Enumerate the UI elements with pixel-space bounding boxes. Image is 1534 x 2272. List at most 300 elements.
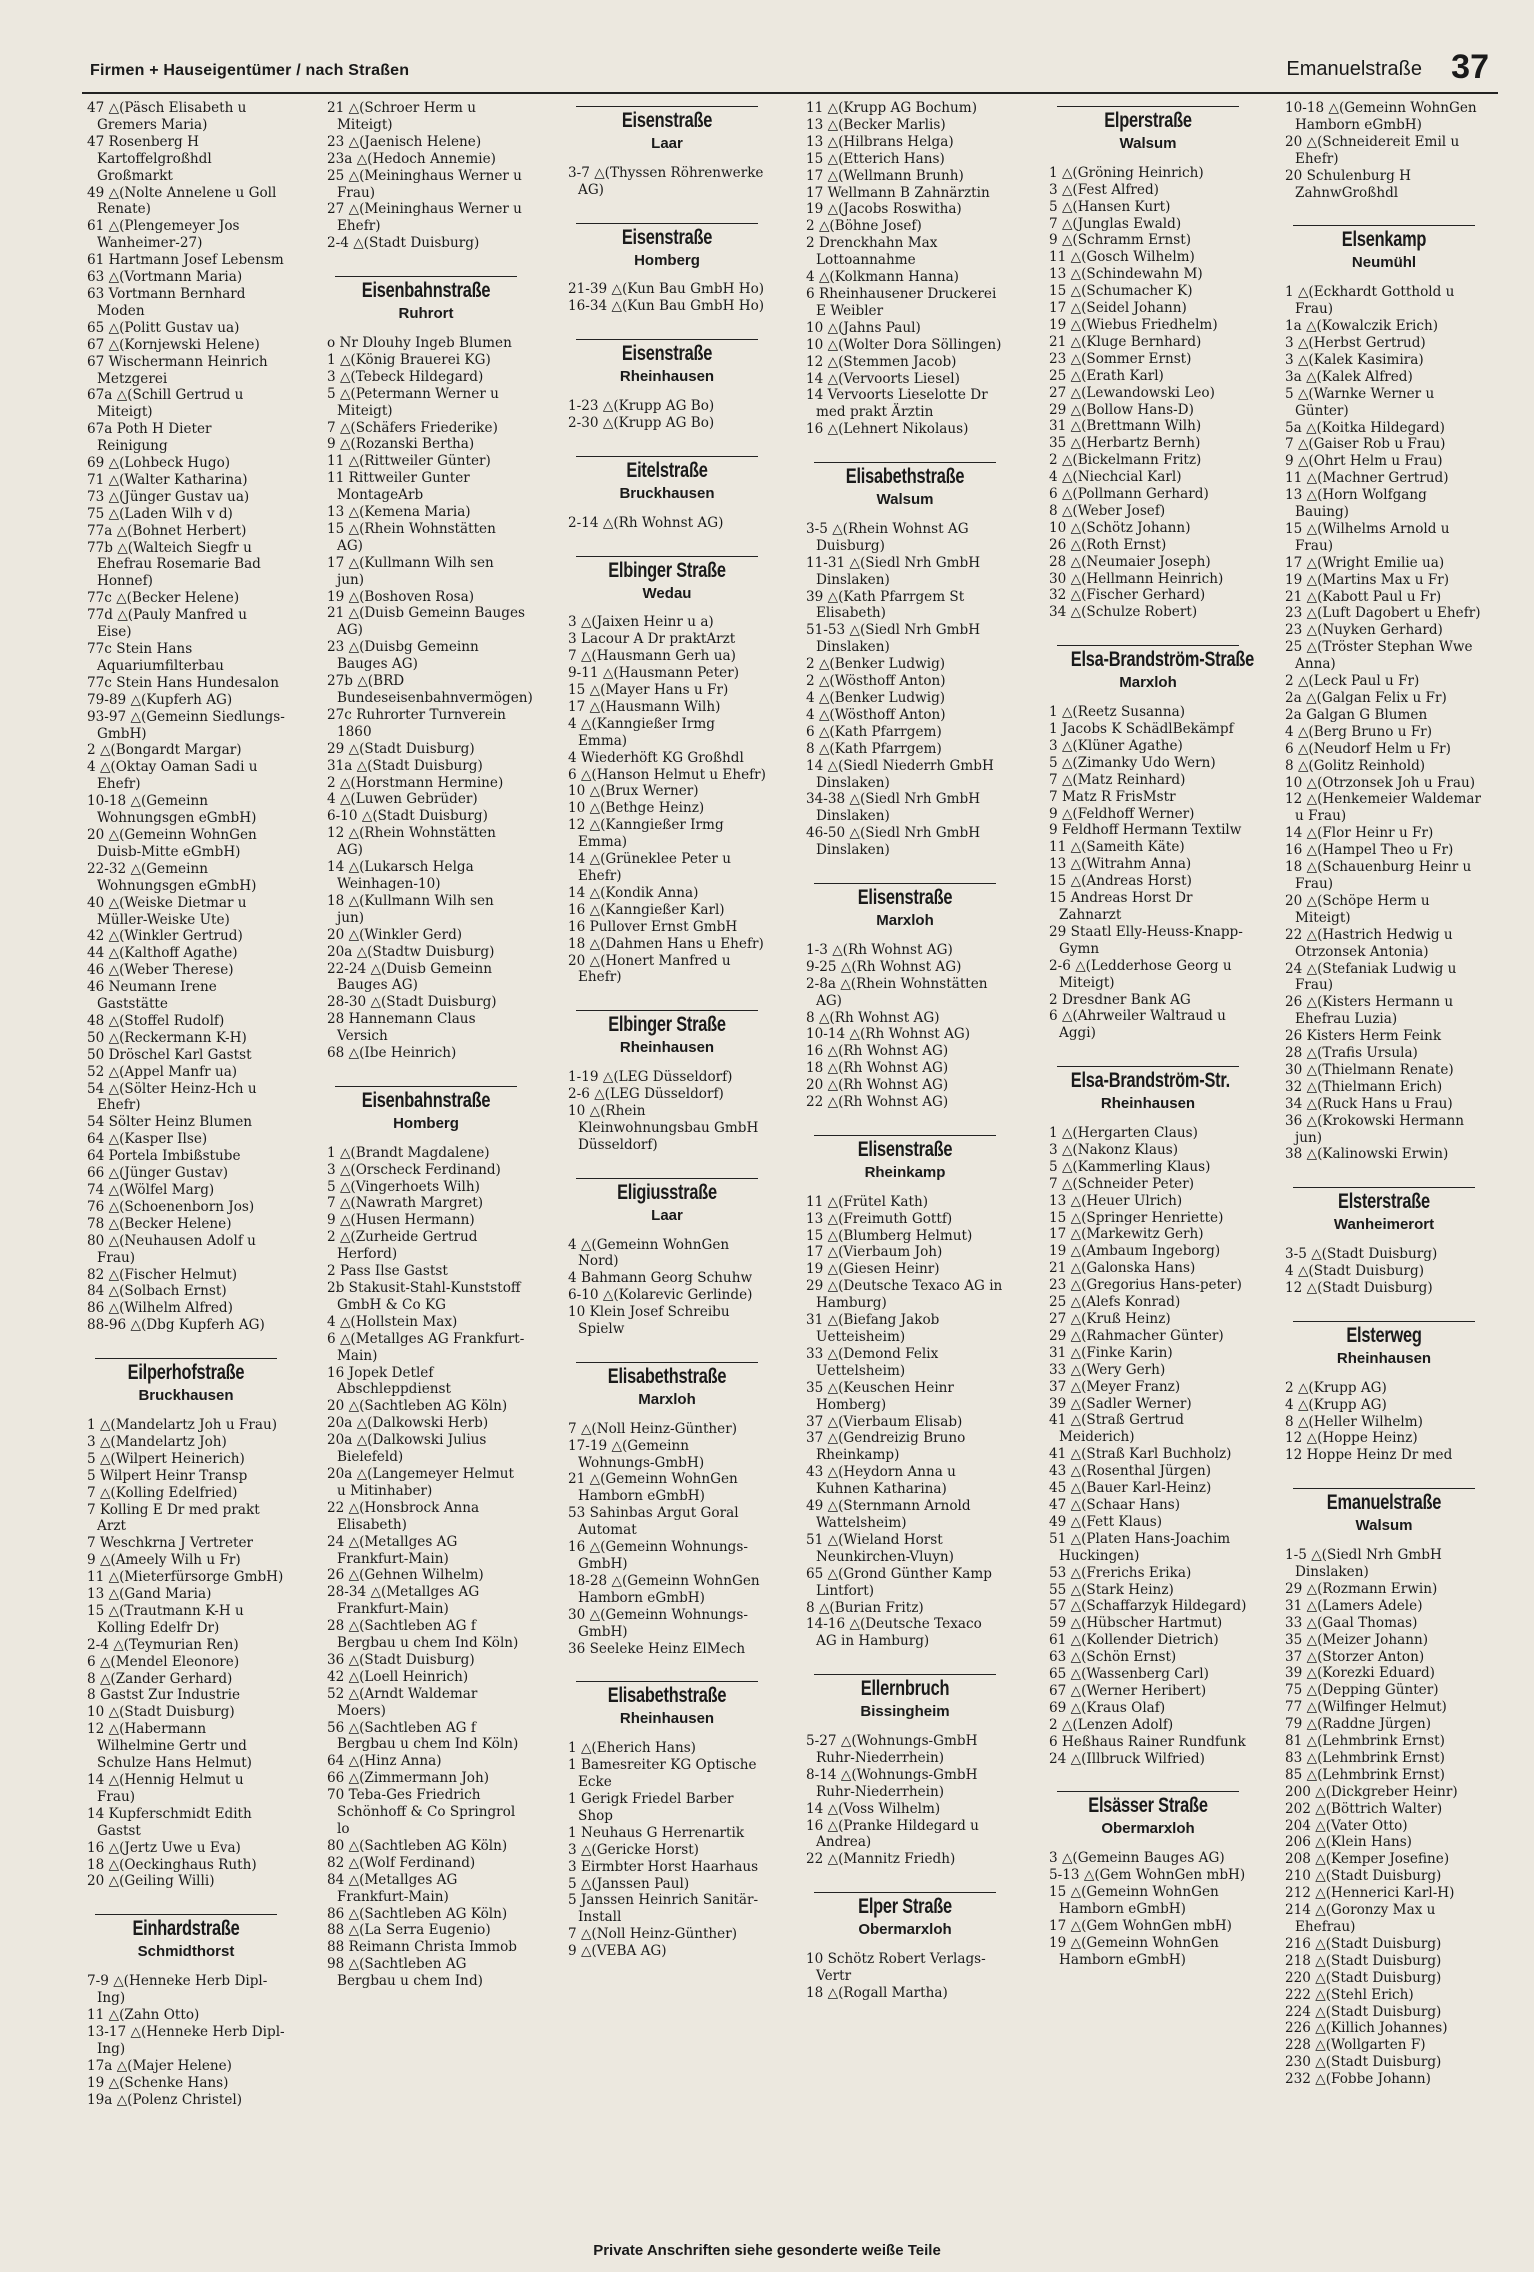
directory-entry: 34 △(Ruck Hans u Frau): [1285, 1095, 1453, 1112]
street-heading: Elisenstraße: [857, 886, 953, 910]
directory-entry: 63 △(Vortmann Maria): [87, 269, 243, 286]
directory-entry: 21-39 △(Kun Bau GmbH Ho): [568, 281, 765, 298]
directory-entry: 78 △(Becker Helene): [87, 1215, 232, 1232]
street-heading: Eligiusstraße: [617, 1180, 717, 1204]
directory-entry: 2 △(Lenzen Adolf): [1049, 1716, 1174, 1733]
directory-entry: 27 △(Kruß Heinz): [1049, 1311, 1171, 1327]
street-section: [568, 223, 766, 270]
directory-entry: 14 △(Siedl Niederrh GmbH Dinslaken): [806, 757, 994, 791]
street-heading: Emanuelstraße: [1326, 1491, 1442, 1515]
section-rule: [1057, 1066, 1239, 1067]
street-section: [806, 1674, 1004, 1721]
directory-entry: 98 △(Sachtleben AG Bergbau u chem Ind): [327, 1956, 483, 1990]
directory-entry: 3 △(Klüner Agathe): [1049, 737, 1183, 754]
directory-entry: 22 △(Hastrich Hedwig u Otrzonsek Antonia): [1285, 926, 1453, 960]
directory-entry: 15 Andreas Horst Dr Zahnarzt: [1049, 890, 1193, 923]
directory-entry: 1 △(Reetz Susanna): [1049, 704, 1186, 721]
directory-entry: 13 △(Witrahm Anna): [1049, 856, 1192, 873]
district-heading: Marxloh: [876, 911, 934, 929]
directory-entry: 3 △(Orscheck Ferdinand): [327, 1161, 501, 1178]
street-section: [568, 1681, 766, 1728]
section-rule: [1057, 1791, 1239, 1792]
district-heading: Schmidthorst: [137, 1943, 235, 1961]
directory-entry: 56 △(Sachtleben AG f Bergbau u chem Ind Köln): [327, 1719, 519, 1753]
directory-entry: 8 △(Burian Fritz): [806, 1599, 924, 1616]
directory-entry: o Nr Dlouhy Ingeb Blumen: [327, 334, 512, 351]
directory-entry: 2 △(Böhne Josef): [806, 218, 922, 235]
directory-entry: 5-27 △(Wohnungs-GmbH Ruhr-Niederrhein): [806, 1733, 978, 1766]
directory-entry: 23 △(Luft Dagobert u Ehefr): [1285, 605, 1481, 622]
section-rule: [1293, 1321, 1475, 1322]
street-heading: Elbinger Straße: [608, 558, 726, 582]
directory-entry: 4 △(Kolkmann Hanna): [806, 269, 959, 286]
directory-entry: 2-8a △(Rhein Wohnstätten AG): [806, 975, 988, 1009]
street-section: [806, 1135, 1004, 1182]
street-section: [806, 462, 1004, 509]
street-section: [1285, 1321, 1483, 1368]
directory-entry: 39 △(Kath Pfarrgem St Elisabeth): [806, 588, 965, 622]
street-heading: Eisenstraße: [621, 109, 713, 132]
directory-entry: 16-34 △(Kun Bau GmbH Ho): [568, 298, 765, 315]
directory-entry: 7 △(Junglas Ewald): [1049, 215, 1182, 232]
directory-entry: 23 △(Gregorius Hans-peter): [1049, 1277, 1242, 1294]
directory-entry: 7 △(Matz Reinhard): [1049, 771, 1186, 788]
directory-entry: 7 △(Kolling Edelfried): [87, 1484, 238, 1501]
directory-entry: 17 △(Gem WohnGen mbH): [1049, 1917, 1232, 1934]
directory-entry: 31a △(Stadt Duisburg): [327, 757, 483, 774]
directory-entry: 21 △(Schroer Herm u Miteigt): [327, 100, 476, 133]
directory-entry: 208 △(Kemper Josefine): [1285, 1851, 1450, 1868]
directory-entry: 3-7 △(Thyssen Röhrenwerke AG): [568, 164, 764, 198]
directory-entry: 27b △(BRD Bundeseisenbahnvermögen): [327, 673, 533, 706]
directory-entry: 20a △(Stadtw Duisburg): [327, 943, 495, 960]
directory-entry: 69 △(Lohbeck Hugo): [87, 455, 231, 472]
directory-entry: 50 Dröschel Karl Gastst: [87, 1046, 252, 1063]
directory-entry: 21 △(Kabott Paul u Fr): [1285, 588, 1442, 605]
directory-entry: 15 △(Rhein Wohnstätten AG): [327, 520, 496, 554]
directory-entry: 25 △(Tröster Stephan Wwe Anna): [1285, 639, 1473, 673]
directory-entry: 46 Neumann Irene Gaststätte: [87, 979, 217, 1013]
directory-entry: 14 △(Vervoorts Liesel): [806, 370, 960, 387]
directory-entry: 204 △(Vater Otto): [1285, 1817, 1408, 1834]
directory-entry: 31 △(Brettmann Wilh): [1049, 418, 1202, 435]
directory-entry: 9-11 △(Hausmann Peter): [568, 665, 740, 682]
directory-entry: 16 Pullover Ernst GmbH: [568, 918, 738, 935]
district-heading: Neumühl: [1351, 254, 1417, 272]
directory-entry: 52 △(Arndt Waldemar Moers): [327, 1685, 478, 1719]
street-section: [87, 1358, 285, 1405]
district-heading: Obermarxloh: [858, 1921, 952, 1939]
directory-entry: 8-14 △(Wohnungs-GmbH Ruhr-Niederrhein): [806, 1766, 978, 1800]
directory-entry: 12 △(Hoppe Heinz): [1285, 1430, 1418, 1447]
directory-entry: 11 Rittweiler Gunter MontageArb: [327, 470, 470, 504]
directory-entry: 8 △(Heller Wilhelm): [1285, 1413, 1423, 1430]
directory-entry: 15 △(Mayer Hans u Fr): [568, 682, 729, 699]
directory-entry: 20 Schulenburg H ZahnwGroßhdl: [1285, 167, 1412, 201]
directory-entry: 10-18 △(Gemeinn Wohnungsgen eGmbH): [87, 793, 257, 827]
directory-entry: 7 Kolling E Dr med prakt Arzt: [87, 1501, 260, 1535]
directory-entry: 1 △(König Brauerei KG): [327, 351, 491, 368]
directory-entry: 4 △(Berg Bruno u Fr): [1285, 723, 1433, 740]
directory-entry: 5 △(Zimanky Udo Wern): [1049, 754, 1216, 771]
district-heading: Laar: [651, 1206, 683, 1224]
directory-entry: 23 △(Nuyken Gerhard): [1285, 622, 1443, 639]
street-section: [568, 1178, 766, 1225]
directory-entry: 5 △(Wilpert Heinerich): [87, 1450, 245, 1467]
district-heading: Walsum: [1355, 1517, 1413, 1535]
directory-entry: 26 △(Roth Ernst): [1049, 536, 1167, 553]
directory-entry: 16 △(Pranke Hildegard u Andrea): [806, 1817, 979, 1851]
directory-entry: 22 △(Rh Wohnst AG): [806, 1094, 949, 1111]
street-heading: Elsa-Brandström-Str.: [1070, 1069, 1230, 1093]
directory-entry: 73 △(Jünger Gustav ua): [87, 488, 250, 505]
directory-entry: 14-16 △(Deutsche Texaco AG in Hamburg): [806, 1616, 982, 1650]
directory-entry: 4 △(Benker Ludwig): [806, 690, 946, 706]
directory-entry: 29 △(Deutsche Texaco AG in Hamburg): [806, 1278, 1003, 1312]
directory-entry: 2-4 △(Teymurian Ren): [87, 1636, 239, 1653]
directory-entry: 9-25 △(Rh Wohnst AG): [806, 958, 962, 975]
street-heading: Einhardstraße: [132, 1917, 240, 1941]
street-heading: Elsterstraße: [1338, 1190, 1430, 1214]
street-section: [568, 1362, 766, 1409]
street-heading: Elsenkamp: [1341, 228, 1427, 252]
section-rule: [576, 1010, 758, 1011]
directory-entry: 206 △(Klein Hans): [1285, 1834, 1412, 1851]
street-section: [1049, 1791, 1247, 1838]
street-heading: Elper Straße: [858, 1895, 952, 1919]
directory-entry: 48 △(Stoffel Rudolf): [87, 1012, 225, 1029]
directory-entry: 28 △(Trafis Ursula): [1285, 1045, 1418, 1062]
directory-entry: 57 △(Schaffarzyk Hildegard): [1049, 1598, 1247, 1615]
directory-entry: 17 △(Seidel Johann): [1049, 300, 1187, 317]
directory-entry: 39 △(Sadler Werner): [1049, 1395, 1192, 1412]
header-section-title: Firmen + Hauseigentümer / nach Straßen: [90, 62, 410, 79]
directory-entry: 7 Weschkrna J Vertreter: [87, 1535, 254, 1552]
directory-entry: 64 △(Hinz Anna): [327, 1753, 442, 1770]
directory-entry: 9 △(Rozanski Bertha): [327, 436, 475, 453]
district-heading: Marxloh: [1119, 674, 1177, 692]
directory-entry: 31 △(Lamers Adele): [1285, 1597, 1423, 1614]
directory-entry: 81 △(Lehmbrink Ernst): [1285, 1733, 1445, 1750]
directory-entry: 7 △(Nawrath Margret): [327, 1195, 484, 1212]
directory-entry: 22-24 △(Duisb Gemeinn Bauges AG): [327, 960, 492, 994]
section-rule: [1293, 225, 1475, 226]
directory-entry: 35 △(Meizer Johann): [1285, 1631, 1429, 1648]
directory-entry: 10 △(Otrzonsek Joh u Frau): [1285, 774, 1476, 791]
directory-entry: 33 △(Gaal Thomas): [1285, 1614, 1418, 1631]
street-section: [327, 276, 525, 323]
directory-entry: 13 △(Horn Wolfgang Bauing): [1285, 487, 1427, 521]
directory-entry: 61 △(Kollender Dietrich): [1049, 1632, 1219, 1649]
directory-entry: 41 △(Straß Karl Buchholz): [1049, 1446, 1232, 1463]
directory-entry: 2 △(Zurheide Gertrud Herford): [327, 1229, 478, 1263]
directory-entry: 17 △(Markewitz Gerh): [1049, 1226, 1204, 1243]
directory-entry: 1a △(Kowalczik Erich): [1285, 318, 1439, 335]
directory-entry: 65 △(Wassenberg Carl): [1049, 1666, 1209, 1683]
section-rule: [95, 1358, 277, 1359]
directory-entry: 10 △(Brux Werner): [568, 783, 699, 800]
directory-entry: 19 △(Boshoven Rosa): [327, 588, 475, 605]
directory-entry: 3 △(Kalek Kasimira): [1285, 351, 1424, 368]
directory-entry: 35 △(Keuschen Heinr Homberg): [806, 1379, 954, 1413]
directory-entry: 45 △(Bauer Karl-Heinz): [1049, 1480, 1212, 1497]
directory-entry: 10 △(Rhein Kleinwohnungsbau GmbH Düsseldorf): [568, 1102, 759, 1153]
directory-entry: 19 △(Giesen Heinr): [806, 1261, 940, 1278]
district-heading: Marxloh: [638, 1390, 696, 1408]
directory-entry: 13 △(Schindewahn M): [1049, 266, 1203, 283]
directory-entry: 9 Feldhoff Hermann Textilw: [1049, 822, 1242, 839]
directory-entry: 77 △(Wilfinger Helmut): [1285, 1699, 1447, 1716]
street-section: [87, 1914, 285, 1961]
directory-entry: 37 △(Storzer Anton): [1285, 1648, 1425, 1665]
directory-entry: 68 △(Ibe Heinrich): [327, 1045, 457, 1062]
directory-entry: 4 △(Gemeinn WohnGen Nord): [568, 1236, 730, 1270]
header-street-name: Emanuelstraße: [1286, 58, 1422, 80]
directory-entry: 3-5 △(Stadt Duisburg): [1285, 1246, 1438, 1263]
directory-entry: 88-96 △(Dbg Kupferh AG): [87, 1317, 265, 1334]
directory-entry: 46-50 △(Siedl Nrh GmbH Dinslaken): [806, 825, 981, 859]
directory-entry: 21 △(Kluge Bernhard): [1049, 333, 1202, 350]
directory-entry: 23 △(Jaenisch Helene): [327, 133, 482, 150]
directory-entry: 19 △(Schenke Hans): [87, 2074, 229, 2091]
directory-entry: 1 Bamesreiter KG Optische Ecke: [568, 1757, 757, 1791]
directory-entry: 77c △(Becker Helene): [87, 590, 240, 607]
directory-entry: 25 △(Erath Karl): [1049, 367, 1164, 384]
directory-entry: 47 △(Päsch Elisabeth u Gremers Maria): [87, 100, 247, 133]
directory-entry: 42 △(Winkler Gertrud): [87, 928, 243, 945]
directory-entry: 35 △(Herbartz Bernh): [1049, 435, 1201, 452]
street-heading: Elperstraße: [1104, 109, 1192, 132]
directory-entry: 37 △(Meyer Franz): [1049, 1378, 1181, 1395]
directory-entry: 1 Gerigk Friedel Barber Shop: [568, 1790, 734, 1824]
column-5: [1049, 100, 1255, 1969]
directory-entry: 29 Staatl Elly-Heuss-Knapp-Gymn: [1049, 923, 1243, 957]
section-rule: [335, 1086, 517, 1087]
directory-entry: 18 △(Rogall Martha): [806, 1984, 948, 2001]
directory-entry: 7-9 △(Henneke Herb Dipl-Ing): [87, 1973, 268, 2007]
directory-entry: 222 △(Stehl Erich): [1285, 1986, 1414, 2003]
directory-entry: 16 △(Kanngießer Karl): [568, 901, 725, 918]
directory-entry: 14 △(Lukarsch Helga Weinhagen-10): [327, 859, 474, 892]
directory-entry: 20 △(Gemeinn WohnGen Duisb-Mitte eGmbH): [87, 826, 257, 860]
directory-entry: 7 △(Hausmann Gerh ua): [568, 648, 736, 665]
page-number: 37: [1451, 48, 1489, 86]
directory-entry: 16 △(Rh Wohnst AG): [806, 1043, 949, 1060]
directory-entry: 12 Hoppe Heinz Dr med: [1285, 1447, 1453, 1464]
directory-entry: 33 △(Demond Felix Uettelsheim): [806, 1345, 939, 1379]
directory-entry: 84 △(Solbach Ernst): [87, 1283, 227, 1300]
directory-entry: 9 △(Husen Hermann): [327, 1212, 475, 1229]
directory-entry: 67 Wischermann Heinrich Metzgerei: [87, 353, 268, 387]
directory-entry: 61 Hartmann Josef Lebensm: [87, 252, 284, 269]
directory-entry: 9 △(Ohrt Helm u Frau): [1285, 453, 1443, 470]
directory-entry: 2 △(Bickelmann Fritz): [1049, 452, 1202, 469]
directory-entry: 10-14 △(Rh Wohnst AG): [806, 1026, 971, 1043]
directory-entry: 80 △(Sachtleben AG Köln): [327, 1837, 508, 1854]
street-section: [327, 1086, 525, 1133]
directory-entry: 6-10 △(Kolarevic Gerlinde): [568, 1287, 753, 1304]
directory-entry: 2 △(Bongardt Margar): [87, 742, 242, 759]
directory-entry: 6 △(Hanson Helmut u Ehefr): [568, 766, 766, 783]
column-6: [1285, 100, 1483, 2088]
directory-entry: 26 △(Kisters Hermann u Ehefrau Luzia): [1285, 994, 1454, 1028]
directory-entry: 39 △(Korezki Eduard): [1285, 1665, 1435, 1682]
directory-entry: 77d △(Pauly Manfred u Eise): [87, 607, 247, 641]
directory-entry: 12 △(Rhein Wohnstätten AG): [327, 825, 496, 859]
directory-entry: 64 △(Kasper Ilse): [87, 1131, 208, 1148]
directory-entry: 8 △(Zander Gerhard): [87, 1670, 233, 1687]
directory-entry: 50 △(Reckermann K-H): [87, 1029, 247, 1046]
directory-entry: 43 △(Rosenthal Jürgen): [1049, 1463, 1212, 1480]
directory-entry: 2-6 △(Ledderhose Georg u Miteigt): [1049, 957, 1232, 991]
directory-entry: 20 △(Geiling Willi): [87, 1873, 215, 1890]
directory-entry: 20 △(Schöpe Herm u Miteigt): [1285, 892, 1430, 926]
directory-entry: 1 △(Hergarten Claus): [1049, 1125, 1198, 1142]
directory-entry: 11 △(Zahn Otto): [87, 2006, 200, 2023]
district-heading: Rheinhausen: [619, 1039, 715, 1057]
directory-entry: 28 △(Sachtleben AG f Bergbau u chem Ind Köln): [327, 1618, 519, 1652]
directory-entry: 230 △(Stadt Duisburg): [1285, 2054, 1442, 2071]
directory-entry: 3 △(Fest Alfred): [1049, 181, 1159, 198]
directory-entry: 5 △(Janssen Paul): [568, 1875, 690, 1892]
directory-entry: 6 △(Pollmann Gerhard): [1049, 486, 1209, 503]
directory-entry: 11 △(Krupp AG Bochum): [806, 100, 977, 116]
directory-entry: 15 △(Springer Henriette): [1049, 1209, 1224, 1226]
directory-entry: 1 △(Eckhardt Gotthold u Frau): [1285, 284, 1455, 318]
directory-entry: 6 △(Metallges AG Frankfurt-Main): [327, 1330, 525, 1364]
directory-entry: 82 △(Fischer Helmut): [87, 1266, 238, 1283]
directory-entry: 31 △(Biefang Jakob Uetteisheim): [806, 1312, 940, 1345]
directory-entry: 40 △(Weiske Dietmar u Müller-Weiske Ute): [87, 894, 247, 928]
directory-entry: 2 △(Krupp AG): [1285, 1379, 1387, 1396]
directory-entry: 202 △(Böttrich Walter): [1285, 1800, 1443, 1817]
directory-entry: 66 △(Jünger Gustav): [87, 1165, 229, 1182]
directory-entry: 4 △(Oktay Oaman Sadi u Ehefr): [87, 759, 258, 793]
directory-entry: 18 △(Dahmen Hans u Ehefr): [568, 935, 764, 952]
directory-entry: 23 △(Sommer Ernst): [1049, 350, 1192, 367]
directory-entry: 4 △(Niechcial Karl): [1049, 469, 1182, 486]
directory-entry: 14 △(Kondik Anna): [568, 884, 699, 901]
directory-entry: 44 △(Kalthoff Agathe): [87, 945, 238, 962]
directory-entry: 12 △(Kanngießer Irmg Emma): [568, 817, 724, 851]
directory-entry: 51 △(Platen Hans-Joachim Huckingen): [1049, 1530, 1231, 1564]
directory-entry: 17 Wellmann B Zahnärztin: [806, 184, 990, 201]
directory-entry: 10 △(Wolter Dora Söllingen): [806, 336, 1002, 353]
directory-entry: 220 △(Stadt Duisburg): [1285, 1969, 1442, 1986]
directory-entry: 12 △(Henkemeier Waldemar u Frau): [1285, 791, 1481, 825]
district-heading: Obermarxloh: [1101, 1820, 1195, 1838]
directory-entry: 7 △(Gaiser Rob u Frau): [1285, 436, 1446, 453]
directory-entry: 5-13 △(Gem WohnGen mbH): [1049, 1867, 1246, 1884]
directory-entry: 82 △(Wolf Ferdinand): [327, 1854, 476, 1871]
directory-entry: 1 △(Eherich Hans): [568, 1740, 696, 1757]
directory-entry: 15 △(Trautmann K-H u Kolling Edelfr Dr): [87, 1602, 244, 1636]
directory-entry: 6-10 △(Stadt Duisburg): [327, 808, 488, 825]
directory-entry: 2-6 △(LEG Düsseldorf): [568, 1086, 724, 1103]
directory-entry: 2-4 △(Stadt Duisburg): [327, 235, 480, 252]
directory-entry: 2 △(Leck Paul u Fr): [1285, 673, 1420, 690]
directory-entry: 11 △(Mieterfürsorge GmbH): [87, 1569, 284, 1586]
directory-entry: 2b Stakusit-Stahl-Kunststoff GmbH & Co KG: [327, 1280, 521, 1313]
directory-entry: 5a △(Koitka Hildegard): [1285, 419, 1445, 436]
directory-entry: 9 △(Feldhoff Werner): [1049, 805, 1195, 822]
directory-entry: 3 △(Herbst Gertrud): [1285, 334, 1426, 351]
directory-entry: 93-97 △(Gemeinn Siedlungs-GmbH): [87, 708, 285, 742]
directory-entry: 23 △(Duisbg Gemeinn Bauges AG): [327, 639, 479, 673]
directory-entry: 41 △(Straß Gertrud Meiderich): [1049, 1412, 1184, 1446]
directory-entry: 14 Vervoorts Lieselotte Dr med prakt Ärztin: [806, 387, 988, 421]
directory-entry: 26 Kisters Herm Feink: [1285, 1028, 1442, 1045]
directory-entry: 70 Teba-Ges Friedrich Schönhoff & Co Springrol lo: [327, 1787, 516, 1837]
directory-entry: 49 △(Sternmann Arnold Wattelsheim): [806, 1498, 971, 1531]
directory-entry: 1-3 △(Rh Wohnst AG): [806, 941, 953, 958]
directory-entry: 51 △(Wieland Horst Neunkirchen-Vluyn): [806, 1531, 954, 1565]
directory-entry: 36 △(Krokowski Hermann jun): [1285, 1112, 1465, 1146]
directory-entry: 216 △(Stadt Duisburg): [1285, 1935, 1442, 1952]
section-rule: [814, 1674, 996, 1675]
directory-entry: 8 Gastst Zur Industrie: [87, 1687, 241, 1704]
directory-entry: 228 △(Wollgarten F): [1285, 2037, 1426, 2054]
district-heading: Bissingheim: [860, 1703, 950, 1721]
directory-entry: 30 △(Hellmann Heinrich): [1049, 570, 1224, 587]
directory-entry: 1 △(Mandelartz Joh u Frau): [87, 1416, 278, 1433]
directory-entry: 21 △(Galonska Hans): [1049, 1260, 1196, 1277]
directory-entry: 1 Jacobs K SchädlBekämpf: [1049, 721, 1234, 737]
directory-entry: 53 Sahinbas Argut Goral Automat: [568, 1505, 739, 1539]
directory-entry: 36 △(Stadt Duisburg): [327, 1651, 475, 1668]
directory-entry: 11-31 △(Siedl Nrh GmbH Dinslaken): [806, 554, 981, 588]
directory-entry: 11 △(Machner Gertrud): [1285, 470, 1449, 487]
directory-entry: 33 △(Wery Gerh): [1049, 1361, 1166, 1378]
section-rule: [95, 1914, 277, 1915]
directory-entry: 12 △(Habermann Wilhelmine Gertr und Schulze Hans Helmut): [87, 1721, 252, 1772]
district-heading: Wanheimerort: [1333, 1216, 1435, 1234]
directory-entry: 69 △(Kraus Olaf): [1049, 1699, 1166, 1716]
street-section: [568, 339, 766, 386]
directory-entry: 10 Klein Josef Schreibu Spielw: [568, 1304, 730, 1338]
directory-entry: 27c Ruhrorter Turnverein 1860: [327, 706, 506, 740]
directory-entry: 27 △(Meininghaus Werner u Ehefr): [327, 201, 522, 235]
directory-entry: 8 △(Rh Wohnst AG): [806, 1009, 940, 1026]
directory-entry: 4 △(Krupp AG): [1285, 1396, 1387, 1413]
directory-entry: 18 △(Kullmann Wilh sen jun): [327, 892, 494, 926]
directory-entry: 53 △(Frerichs Erika): [1049, 1564, 1192, 1581]
directory-entry: 20a △(Langemeyer Helmut u Mitinhaber): [327, 1465, 514, 1499]
directory-entry: 12 △(Stemmen Jacob): [806, 353, 957, 370]
directory-entry: 10 Schötz Robert Verlags-Vertr: [806, 1951, 986, 1984]
street-heading: Eisenbahnstraße: [361, 1088, 491, 1112]
street-heading: Eitelstraße: [626, 458, 708, 482]
street-heading: Elisabethstraße: [845, 465, 965, 489]
street-section: [568, 106, 766, 153]
street-heading: Eisenstraße: [621, 342, 713, 366]
directory-entry: 10 △(Schötz Johann): [1049, 519, 1191, 536]
directory-entry: 20 △(Honert Manfred u Ehefr): [568, 952, 731, 986]
directory-entry: 2 Dresdner Bank AG: [1049, 991, 1191, 1008]
directory-entry: 38 △(Kalinowski Erwin): [1285, 1146, 1449, 1163]
directory-entry: 10 △(Jahns Paul): [806, 319, 921, 336]
directory-entry: 18 △(Schauenburg Heinr u Frau): [1285, 859, 1472, 892]
street-section: [1049, 645, 1255, 692]
directory-entry: 5 Janssen Heinrich Sanitär-Install: [568, 1892, 759, 1926]
directory-entry: 30 △(Gemeinn Wohnungs-GmbH): [568, 1606, 748, 1640]
directory-entry: 59 △(Hübscher Hartmut): [1049, 1615, 1223, 1632]
directory-entry: 1 △(Gröning Heinrich): [1049, 164, 1204, 181]
directory-entry: 5 Wilpert Heinr Transp: [87, 1467, 248, 1484]
directory-entry: 3 △(Nakonz Klaus): [1049, 1141, 1179, 1158]
directory-entry: 16 Jopek Detlef Abschleppdienst: [327, 1364, 451, 1398]
section-rule: [814, 1135, 996, 1136]
